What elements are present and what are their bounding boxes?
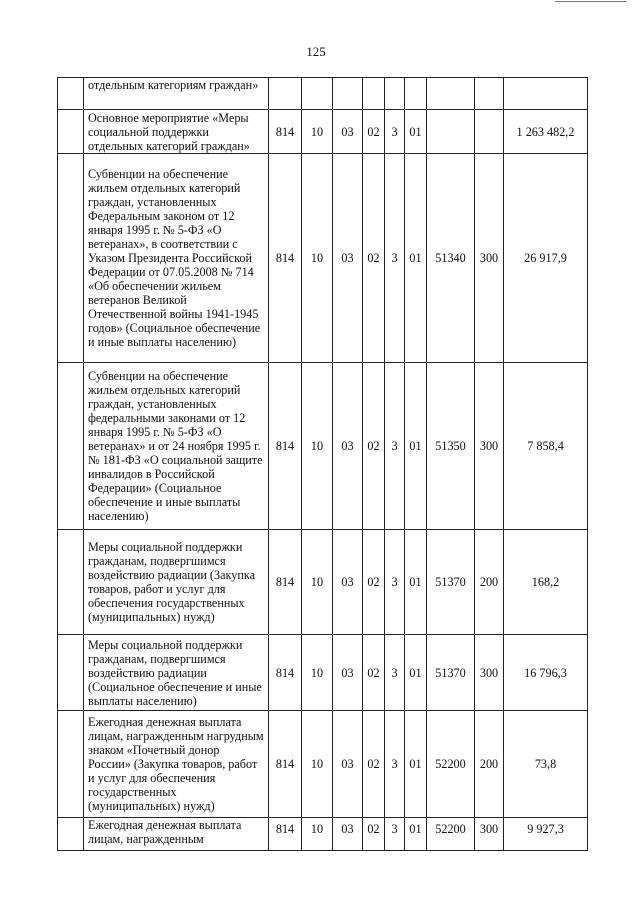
- row-csr-program: 02: [363, 711, 385, 818]
- row-margin-cell: [58, 530, 84, 635]
- row-csr-direction: 51370: [427, 635, 475, 711]
- row-csr-event: 01: [405, 110, 427, 154]
- row-expense-type: 300: [475, 635, 504, 711]
- row-margin-cell: [58, 818, 84, 851]
- row-subsection-code: 03: [333, 711, 363, 818]
- row-subsection-code: 03: [333, 818, 363, 851]
- row-csr-program: 02: [363, 818, 385, 851]
- row-subsection-code: 03: [333, 363, 363, 530]
- row-csr-subprogram: 3: [385, 635, 405, 711]
- row-name: Ежегодная денежная выплата лицам, награжденным: [84, 818, 269, 851]
- row-gr-code: 814: [269, 363, 302, 530]
- row-subsection-code: 03: [333, 530, 363, 635]
- row-csr-program: 02: [363, 530, 385, 635]
- row-amount: 1 263 482,2: [504, 110, 588, 154]
- row-expense-type: [475, 110, 504, 154]
- row-csr-program: 02: [363, 154, 385, 363]
- row-csr-event: 01: [405, 818, 427, 851]
- row-section-code: 10: [302, 110, 333, 154]
- row-amount: 26 917,9: [504, 154, 588, 363]
- row-csr-direction: [427, 78, 475, 110]
- row-margin-cell: [58, 711, 84, 818]
- row-name: Меры социальной поддержки гражданам, подвергшимся воздействию радиации (Закупка товаров, работ и услуг для обеспечения государственных (муниципальных) нужд): [84, 530, 269, 635]
- budget-table: [57, 77, 588, 851]
- row-csr-event: 01: [405, 711, 427, 818]
- row-expense-type: 300: [475, 363, 504, 530]
- row-csr-program: 02: [363, 363, 385, 530]
- row-expense-type: [475, 78, 504, 110]
- row-margin-cell: [58, 635, 84, 711]
- row-csr-direction: 51350: [427, 363, 475, 530]
- row-gr-code: 814: [269, 711, 302, 818]
- row-name: Основное мероприятие «Меры социальной поддержки отдельных категорий граждан»: [84, 110, 269, 154]
- row-expense-type: 300: [475, 154, 504, 363]
- table-row: [58, 154, 588, 363]
- table-row: [58, 635, 588, 711]
- table-row: [58, 818, 588, 851]
- row-csr-program: 02: [363, 635, 385, 711]
- row-name: Ежегодная денежная выплата лицам, награжденным нагрудным знаком «Почетный донор России» (Закупка товаров, работ и услуг для обеспечения государственных (муниципальных) нужд): [84, 711, 269, 818]
- page-number: 125: [306, 44, 326, 59]
- row-section-code: [302, 78, 333, 110]
- row-margin-cell: [58, 110, 84, 154]
- row-csr-subprogram: 3: [385, 363, 405, 530]
- row-csr-subprogram: 3: [385, 154, 405, 363]
- row-subsection-code: 03: [333, 635, 363, 711]
- row-gr-code: [269, 78, 302, 110]
- row-gr-code: 814: [269, 154, 302, 363]
- row-csr-event: 01: [405, 363, 427, 530]
- row-section-code: 10: [302, 530, 333, 635]
- row-csr-subprogram: [385, 78, 405, 110]
- row-csr-direction: 51370: [427, 530, 475, 635]
- row-csr-program: 02: [363, 110, 385, 154]
- row-section-code: 10: [302, 154, 333, 363]
- row-amount: 9 927,3: [504, 818, 588, 851]
- row-subsection-code: 03: [333, 154, 363, 363]
- table-row: [58, 530, 588, 635]
- row-csr-event: 01: [405, 530, 427, 635]
- row-csr-subprogram: 3: [385, 110, 405, 154]
- row-amount: [504, 78, 588, 110]
- row-csr-direction: 52200: [427, 818, 475, 851]
- row-amount: 7 858,4: [504, 363, 588, 530]
- row-gr-code: 814: [269, 530, 302, 635]
- table-row: [58, 711, 588, 818]
- row-csr-direction: 51340: [427, 154, 475, 363]
- row-expense-type: 200: [475, 530, 504, 635]
- row-csr-event: 01: [405, 154, 427, 363]
- row-margin-cell: [58, 154, 84, 363]
- row-name: Меры социальной поддержки гражданам, подвергшимся воздействию радиации (Социальное обеспечение и иные выплаты населению): [84, 635, 269, 711]
- row-section-code: 10: [302, 363, 333, 530]
- row-subsection-code: 03: [333, 110, 363, 154]
- row-margin-cell: [58, 363, 84, 530]
- row-csr-subprogram: 3: [385, 711, 405, 818]
- table-row: [58, 110, 588, 154]
- row-section-code: 10: [302, 818, 333, 851]
- row-section-code: 10: [302, 711, 333, 818]
- table-row: [58, 78, 588, 110]
- table-row: [58, 363, 588, 530]
- row-gr-code: 814: [269, 635, 302, 711]
- row-csr-event: [405, 78, 427, 110]
- row-section-code: 10: [302, 635, 333, 711]
- row-name: отдельным категориям граждан»: [84, 78, 269, 110]
- row-amount: 73,8: [504, 711, 588, 818]
- row-csr-subprogram: 3: [385, 530, 405, 635]
- row-csr-direction: 52200: [427, 711, 475, 818]
- row-margin-cell: [58, 78, 84, 110]
- row-expense-type: 200: [475, 711, 504, 818]
- row-name: Субвенции на обеспечение жильем отдельных категорий граждан, установленных Федеральным законом от 12 января 1995 г. № 5-ФЗ «О ветеранах», в соответствии с Указом Президента Российской Федерации от 07.05.2008 № 714 «Об обеспечении жильем ветеранов Великой Отечественной войны 1941-1945 годов» (Социальное обеспечение и иные выплаты населению): [84, 154, 269, 363]
- row-gr-code: 814: [269, 110, 302, 154]
- row-subsection-code: [333, 78, 363, 110]
- row-gr-code: 814: [269, 818, 302, 851]
- scan-edge-line: [555, 1, 627, 2]
- row-csr-program: [363, 78, 385, 110]
- row-csr-direction: [427, 110, 475, 154]
- row-expense-type: 300: [475, 818, 504, 851]
- row-amount: 16 796,3: [504, 635, 588, 711]
- row-amount: 168,2: [504, 530, 588, 635]
- row-csr-event: 01: [405, 635, 427, 711]
- row-name: Субвенции на обеспечение жильем отдельных категорий граждан, установленных федеральными законами от 12 января 1995 г. № 5-ФЗ «О ветеранах» и от 24 ноября 1995 г. № 181-ФЗ «О социальной защите инвалидов в Российской Федерации» (Социальное обеспечение и иные выплаты населению): [84, 363, 269, 530]
- row-csr-subprogram: 3: [385, 818, 405, 851]
